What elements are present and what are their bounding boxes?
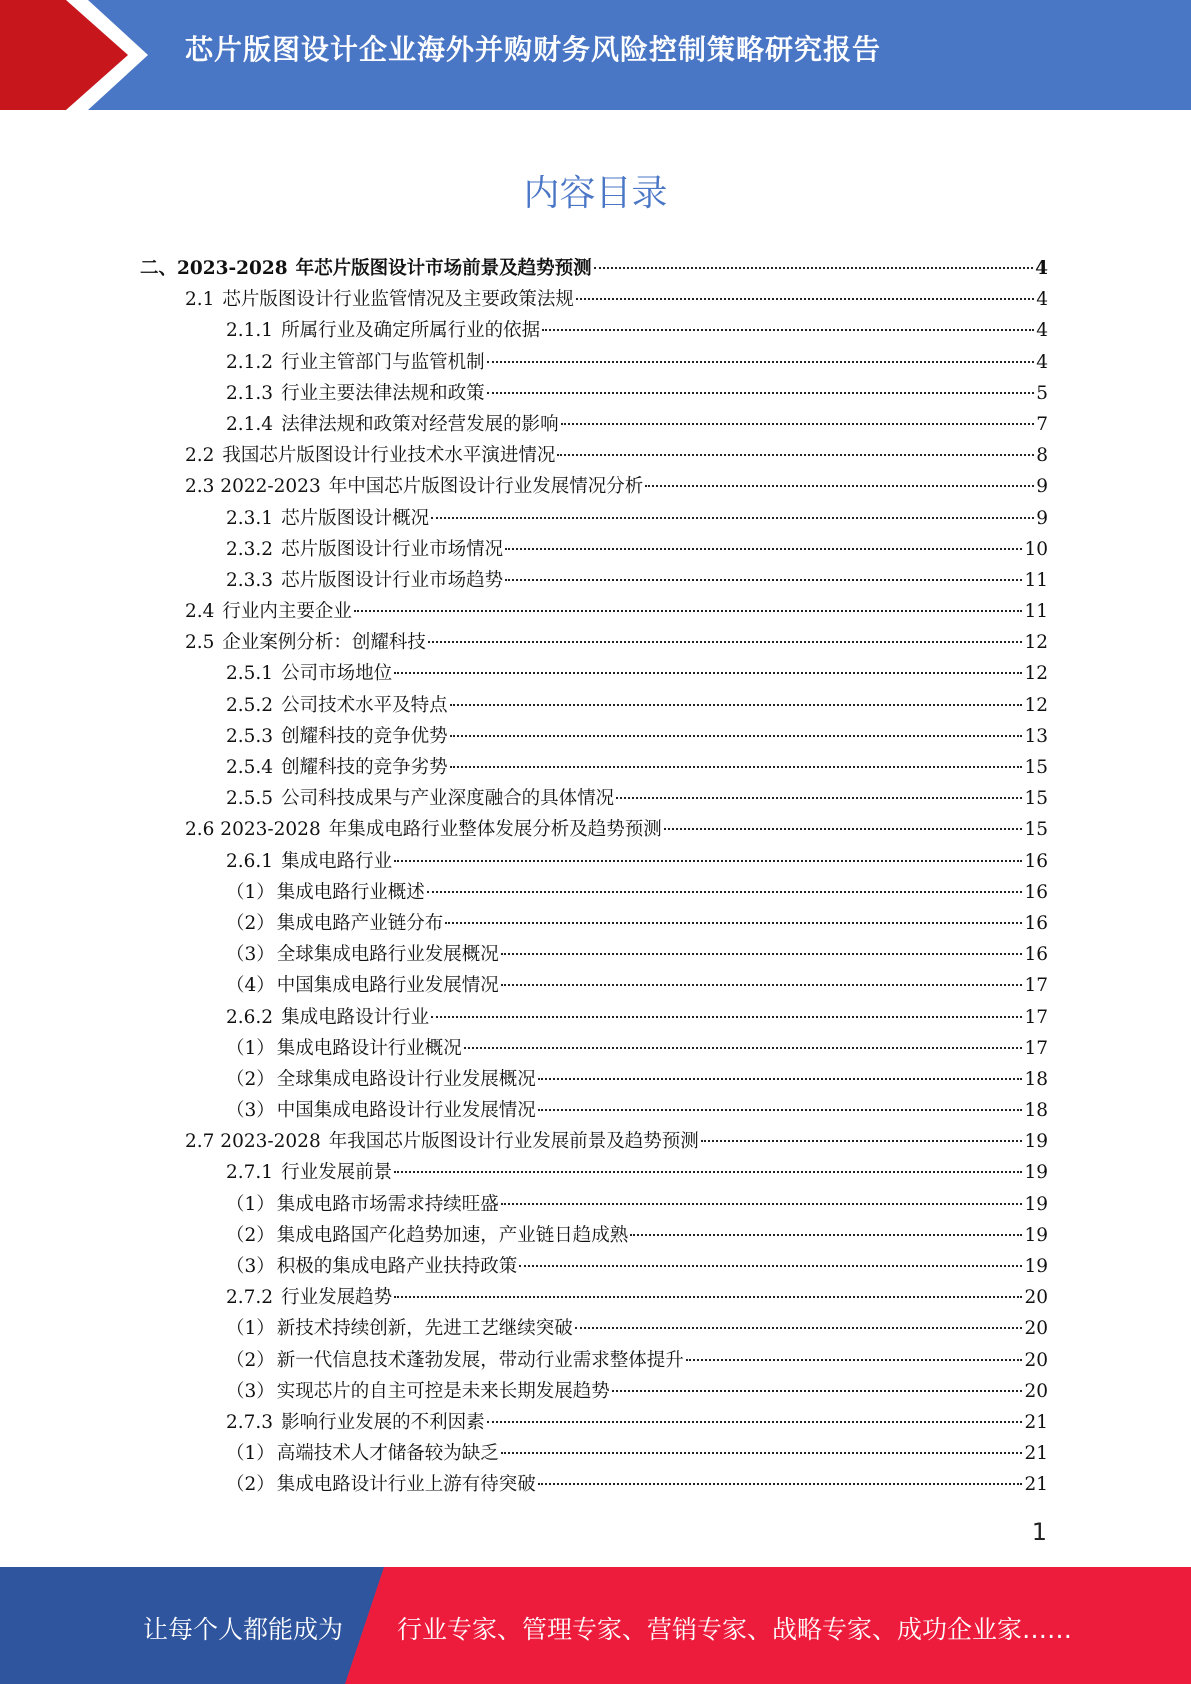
toc-entry-title: 芯片版图设计行业市场情况 xyxy=(281,538,504,560)
toc-entry[interactable] xyxy=(140,471,1048,502)
toc-entry-page: 20 xyxy=(1024,1287,1048,1309)
toc-entry-page: 4 xyxy=(1036,351,1048,373)
toc-entry-page: 17 xyxy=(1024,975,1048,997)
dot-leader xyxy=(501,953,1023,955)
dot-leader xyxy=(464,1047,1023,1049)
footer-slogan-left: 让每个人都能成为 xyxy=(143,1615,344,1644)
dot-leader xyxy=(501,1452,1023,1454)
dot-leader xyxy=(519,1265,1022,1267)
toc-entry-title: 影响行业发展的不利因素 xyxy=(281,1411,485,1433)
dot-leader xyxy=(450,704,1023,706)
toc-entry-title: 芯片版图设计概况 xyxy=(281,507,430,529)
toc-entry-page: 11 xyxy=(1024,569,1048,591)
toc-entry-number: 2.4 xyxy=(185,601,215,623)
toc-entry-title: 集成电路国产化趋势加速，产业链日趋成熟 xyxy=(276,1224,629,1246)
dot-leader xyxy=(394,1296,1022,1298)
toc-entry-page: 9 xyxy=(1036,476,1048,498)
toc-entry[interactable] xyxy=(140,658,1048,689)
toc-entry-title: 高端技术人才储备较为缺乏 xyxy=(276,1443,499,1465)
toc-entry-page: 12 xyxy=(1024,632,1048,654)
toc-entry-page: 12 xyxy=(1024,663,1048,685)
toc-entry[interactable] xyxy=(140,534,1048,565)
toc-entry[interactable] xyxy=(140,503,1048,534)
toc-entry-number: （2） xyxy=(226,1068,275,1090)
dot-leader xyxy=(431,517,1034,519)
toc-entry-title: 中国集成电路行业发展情况 xyxy=(276,975,499,997)
toc-entry-number: 2.6.2 xyxy=(226,1006,274,1028)
footer-band xyxy=(0,1567,1191,1684)
toc-entry-title: 公司科技成果与产业深度融合的具体情况 xyxy=(281,788,615,810)
dot-leader xyxy=(487,392,1035,394)
toc-entry-title: 芯片版图设计行业监管情况及主要政策法规 xyxy=(222,289,574,311)
dot-leader xyxy=(701,1140,1023,1142)
toc-entry[interactable] xyxy=(140,877,1048,908)
toc-entry-page: 13 xyxy=(1024,725,1048,747)
dot-leader xyxy=(505,579,1022,581)
dot-leader xyxy=(557,454,1034,456)
toc-entry-page: 4 xyxy=(1035,258,1048,279)
toc-entry[interactable] xyxy=(140,752,1048,783)
toc-entry[interactable] xyxy=(140,1033,1048,1064)
toc-entry-number: 2.3 2022-2023 xyxy=(185,476,321,498)
toc-entry-page: 17 xyxy=(1024,1006,1048,1028)
toc-entry[interactable] xyxy=(140,565,1048,596)
toc-entry[interactable] xyxy=(140,1002,1048,1033)
toc-entry-number: 2.1 xyxy=(185,289,215,311)
toc-entry-number: （2） xyxy=(226,912,275,934)
table-of-contents xyxy=(140,253,1048,1501)
toc-entry[interactable] xyxy=(140,939,1048,970)
toc-entry-page: 16 xyxy=(1024,944,1048,966)
toc-entry-page: 5 xyxy=(1036,382,1048,404)
toc-entry-number: 2.5 xyxy=(185,632,215,654)
toc-entry-page: 19 xyxy=(1024,1224,1048,1246)
toc-entry-number: 2.3.3 xyxy=(226,569,274,591)
dot-leader xyxy=(538,1483,1023,1485)
dot-leader xyxy=(501,984,1023,986)
toc-entry[interactable] xyxy=(140,596,1048,627)
dot-leader xyxy=(542,329,1034,331)
toc-entry-page: 19 xyxy=(1024,1131,1048,1153)
toc-entry[interactable] xyxy=(140,409,1048,440)
dot-leader xyxy=(645,485,1034,487)
toc-entry-number: 2.3.2 xyxy=(226,538,274,560)
toc-entry[interactable] xyxy=(140,783,1048,814)
toc-entry-title: 年中国芯片版图设计行业发展情况分析 xyxy=(328,476,644,498)
toc-entry-number: 2.7.3 xyxy=(226,1411,274,1433)
toc-entry-page: 20 xyxy=(1024,1349,1048,1371)
toc-entry-title: 行业主管部门与监管机制 xyxy=(281,351,485,373)
toc-entry[interactable] xyxy=(140,627,1048,658)
toc-entry-page: 20 xyxy=(1024,1318,1048,1340)
toc-entry-title: 集成电路设计行业概况 xyxy=(276,1037,462,1059)
toc-entry-page: 19 xyxy=(1024,1193,1048,1215)
toc-entry-number: 2.1.1 xyxy=(226,320,274,342)
toc-entry[interactable] xyxy=(140,1220,1048,1251)
toc-entry-page: 16 xyxy=(1024,912,1048,934)
toc-entry-number: 2.5.3 xyxy=(226,725,274,747)
dot-leader xyxy=(445,922,1022,924)
toc-entry-page: 8 xyxy=(1036,445,1048,467)
toc-entry-page: 9 xyxy=(1036,507,1048,529)
toc-entry-page: 20 xyxy=(1024,1380,1048,1402)
toc-entry[interactable] xyxy=(140,1126,1048,1157)
toc-entry-title: 集成电路设计行业 xyxy=(281,1006,430,1028)
page-number: 1 xyxy=(1031,1518,1047,1546)
toc-entry-title: 行业发展趋势 xyxy=(281,1287,393,1309)
toc-entry-title: 行业发展前景 xyxy=(281,1162,393,1184)
toc-entry-number: 2.1.3 xyxy=(226,382,274,404)
dot-leader xyxy=(450,766,1023,768)
toc-entry-number: （1） xyxy=(226,1443,275,1465)
toc-entry-page: 21 xyxy=(1024,1443,1048,1465)
toc-entry-title: 全球集成电路设计行业发展概况 xyxy=(276,1068,536,1090)
toc-entry-number: （3） xyxy=(226,1380,275,1402)
toc-entry-title: 芯片版图设计行业市场趋势 xyxy=(281,569,504,591)
toc-entry-page: 4 xyxy=(1036,320,1048,342)
toc-entry-number: 二、2023-2028 xyxy=(140,258,288,279)
dot-leader xyxy=(616,797,1022,799)
toc-entry[interactable] xyxy=(140,253,1048,284)
dot-leader xyxy=(561,423,1035,425)
dot-leader xyxy=(686,1359,1023,1361)
toc-entry-page: 15 xyxy=(1024,788,1048,810)
toc-entry-page: 21 xyxy=(1024,1474,1048,1496)
toc-entry-number: 2.5.2 xyxy=(226,694,274,716)
toc-entry-title: 集成电路行业 xyxy=(281,850,393,872)
toc-entry-title: 我国芯片版图设计行业技术水平演进情况 xyxy=(222,445,556,467)
toc-entry[interactable] xyxy=(140,970,1048,1001)
dot-leader xyxy=(501,1203,1023,1205)
toc-entry-title: 年集成电路行业整体发展分析及趋势预测 xyxy=(328,819,662,841)
toc-entry-title: 年我国芯片版图设计行业发展前景及趋势预测 xyxy=(328,1131,699,1153)
toc-entry-page: 16 xyxy=(1024,850,1048,872)
toc-entry[interactable] xyxy=(140,1376,1048,1407)
toc-entry-number: （1） xyxy=(226,1037,275,1059)
toc-entry-page: 11 xyxy=(1024,601,1048,623)
toc-entry-title: 全球集成电路行业发展概况 xyxy=(276,944,499,966)
toc-entry[interactable] xyxy=(140,1345,1048,1376)
dot-leader xyxy=(394,1171,1022,1173)
dot-leader xyxy=(664,828,1023,830)
toc-entry-number: （4） xyxy=(226,975,275,997)
toc-entry-title: 中国集成电路设计行业发展情况 xyxy=(276,1100,536,1122)
toc-entry-title: 新技术持续创新，先进工艺继续突破 xyxy=(276,1318,573,1340)
toc-entry[interactable] xyxy=(140,1064,1048,1095)
dot-leader xyxy=(538,1078,1023,1080)
toc-entry-number: （2） xyxy=(226,1224,275,1246)
toc-entry-number: 2.1.2 xyxy=(226,351,274,373)
toc-entry-number: （3） xyxy=(226,944,275,966)
toc-entry-title: 集成电路行业概述 xyxy=(276,881,425,903)
toc-entry-number: 2.5.4 xyxy=(226,757,274,778)
footer-slogan-right: 行业专家、管理专家、营销专家、战略专家、成功企业家…… xyxy=(397,1615,1073,1644)
toc-entry[interactable] xyxy=(140,908,1048,939)
dot-leader xyxy=(612,1390,1023,1392)
toc-entry-page: 18 xyxy=(1024,1068,1048,1090)
toc-entry-number: （3） xyxy=(226,1256,275,1277)
toc-entry-number: 2.1.4 xyxy=(226,413,274,435)
toc-entry-title: 创耀科技的竞争优势 xyxy=(281,725,448,747)
report-title: 芯片版图设计企业海外并购财务风险控制策略研究报告 xyxy=(185,33,882,66)
header-band xyxy=(0,0,1191,110)
toc-entry-number: 2.7.2 xyxy=(226,1287,274,1309)
dot-leader xyxy=(576,298,1034,300)
dot-leader xyxy=(538,1109,1023,1111)
toc-entry-title: 积极的集成电路产业扶持政策 xyxy=(276,1256,518,1277)
dot-leader xyxy=(630,1234,1022,1236)
toc-entry[interactable] xyxy=(140,347,1048,378)
dot-leader xyxy=(505,548,1022,550)
toc-entry-number: 2.3.1 xyxy=(226,507,274,529)
toc-entry-page: 17 xyxy=(1024,1037,1048,1059)
toc-entry[interactable] xyxy=(140,315,1048,346)
dot-leader xyxy=(354,610,1023,612)
dot-leader xyxy=(431,1016,1022,1018)
toc-entry-number: 2.5.1 xyxy=(226,663,274,685)
toc-entry-title: 集成电路产业链分布 xyxy=(276,912,444,934)
toc-entry-page: 12 xyxy=(1024,694,1048,716)
toc-entry-title: 创耀科技的竞争劣势 xyxy=(281,757,448,778)
toc-entry[interactable] xyxy=(140,440,1048,471)
toc-entry[interactable] xyxy=(140,1095,1048,1126)
toc-entry[interactable] xyxy=(140,1313,1048,1344)
toc-entry[interactable] xyxy=(140,1251,1048,1282)
dot-leader xyxy=(487,1421,1023,1423)
dot-leader xyxy=(594,267,1033,269)
dot-leader xyxy=(394,672,1022,674)
dot-leader xyxy=(450,735,1023,737)
toc-entry-title: 行业内主要企业 xyxy=(222,601,352,623)
toc-entry-number: 2.7.1 xyxy=(226,1162,274,1184)
toc-entry-number: 2.6 2023-2028 xyxy=(185,819,321,841)
toc-entry-title: 实现芯片的自主可控是未来长期发展趋势 xyxy=(276,1380,610,1402)
toc-entry-page: 10 xyxy=(1024,538,1048,560)
toc-entry-number: （2） xyxy=(226,1349,275,1371)
toc-heading: 内容目录 xyxy=(523,173,668,214)
toc-entry-number: 2.7 2023-2028 xyxy=(185,1131,321,1153)
toc-entry[interactable] xyxy=(140,1157,1048,1188)
toc-entry-title: 企业案例分析：创耀科技 xyxy=(222,632,426,654)
toc-entry[interactable] xyxy=(140,1407,1048,1438)
toc-entry[interactable] xyxy=(140,1189,1048,1220)
toc-entry-page: 19 xyxy=(1024,1256,1048,1277)
toc-entry-title: 法律法规和政策对经营发展的影响 xyxy=(281,413,559,435)
toc-entry-number: （1） xyxy=(226,881,275,903)
chevron-arrow-icon xyxy=(0,0,160,110)
toc-entry-title: 公司市场地位 xyxy=(281,663,393,685)
toc-entry-number: 2.5.5 xyxy=(226,788,274,810)
toc-entry-page: 19 xyxy=(1024,1162,1048,1184)
toc-entry[interactable] xyxy=(140,814,1048,845)
toc-entry-page: 21 xyxy=(1024,1411,1048,1433)
toc-entry[interactable] xyxy=(140,1438,1048,1469)
toc-entry[interactable] xyxy=(140,721,1048,752)
toc-entry-number: （2） xyxy=(226,1474,275,1496)
toc-entry-title: 集成电路设计行业上游有待突破 xyxy=(276,1474,536,1496)
dot-leader xyxy=(394,860,1022,862)
toc-entry-number: （1） xyxy=(226,1318,275,1340)
toc-entry[interactable] xyxy=(140,1282,1048,1313)
toc-entry-title: 集成电路市场需求持续旺盛 xyxy=(276,1193,499,1215)
toc-entry[interactable] xyxy=(140,690,1048,721)
dot-leader xyxy=(427,891,1023,893)
toc-entry-page: 15 xyxy=(1024,819,1048,841)
toc-entry-title: 新一代信息技术蓬勃发展，带动行业需求整体提升 xyxy=(276,1349,684,1371)
dot-leader xyxy=(428,641,1023,643)
toc-entry-page: 7 xyxy=(1036,413,1048,435)
toc-entry-number: （1） xyxy=(226,1193,275,1215)
toc-entry-page: 4 xyxy=(1036,289,1048,311)
toc-entry-page: 15 xyxy=(1024,757,1048,778)
toc-entry-title: 所属行业及确定所属行业的依据 xyxy=(281,320,541,342)
toc-entry-title: 年芯片版图设计市场前景及趋势预测 xyxy=(295,258,592,279)
toc-entry[interactable] xyxy=(140,378,1048,409)
toc-entry-number: 2.2 xyxy=(185,445,215,467)
dot-leader xyxy=(487,361,1035,363)
toc-entry-title: 行业主要法律法规和政策 xyxy=(281,382,485,404)
toc-entry[interactable] xyxy=(140,284,1048,315)
toc-entry-page: 18 xyxy=(1024,1100,1048,1122)
toc-entry[interactable] xyxy=(140,1469,1048,1500)
toc-entry-number: 2.6.1 xyxy=(226,850,274,872)
toc-entry[interactable] xyxy=(140,846,1048,877)
toc-entry-page: 16 xyxy=(1024,881,1048,903)
dot-leader xyxy=(575,1327,1023,1329)
toc-entry-number: （3） xyxy=(226,1100,275,1122)
toc-entry-title: 公司技术水平及特点 xyxy=(281,694,448,716)
